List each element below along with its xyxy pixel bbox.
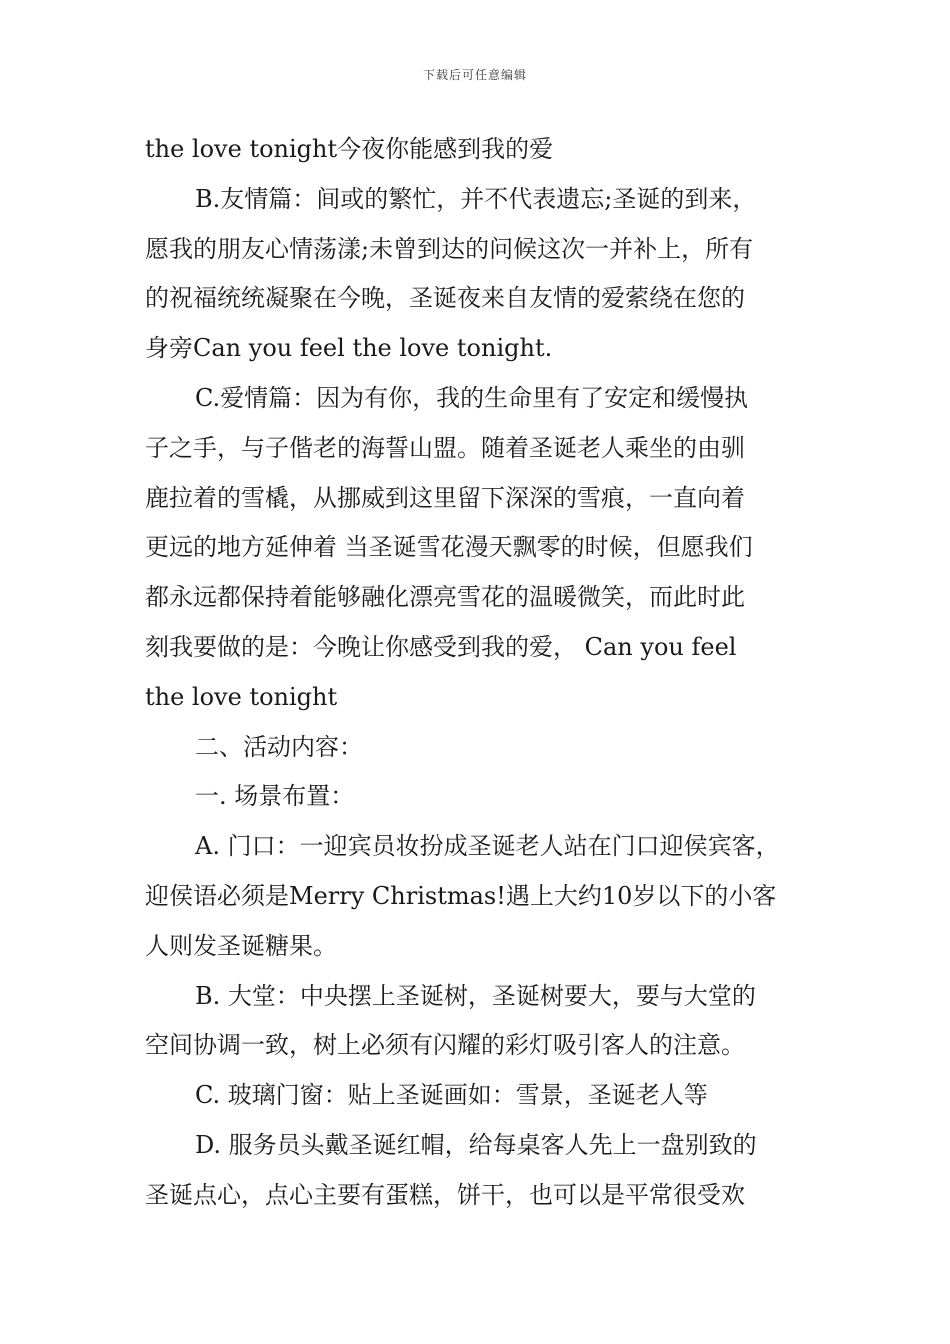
text-line: 刻我要做的是：今晚让你感受到我的爱， Can you feel — [145, 632, 737, 661]
text-line: 都永远都保持着能够融化漂亮雪花的温暖微笑，而此时此 — [145, 583, 745, 612]
text-line: 身旁Can you feel the love tonight. — [145, 334, 553, 363]
text-line: 鹿拉着的雪橇，从挪威到这里留下深深的雪痕，一直向着 — [145, 483, 745, 512]
page-header: 下载后可任意编辑 — [422, 68, 527, 82]
text-line: 的祝福统统凝聚在今晚，圣诞夜来自友情的爱萦绕在您的 — [145, 284, 745, 313]
text-line: 圣诞点心，点心主要有蛋糕，饼干，也可以是平常很受欢 — [145, 1180, 745, 1209]
text-line: B.友情篇：间或的繁忙，并不代表遗忘;圣诞的到来， — [195, 184, 757, 213]
subsection-heading: 一. 场景布置： — [195, 782, 355, 811]
document-body — [145, 125, 810, 1221]
text-line: 愿我的朋友心情荡漾;未曾到达的问候这次一并补上，所有 — [145, 234, 754, 263]
text-line: B. 大堂：中央摆上圣诞树，圣诞树要大，要与大堂的 — [195, 981, 756, 1010]
text-line: 子之手，与子偕老的海誓山盟。随着圣诞老人乘坐的由驯 — [145, 433, 745, 462]
text-line: the love tonight — [145, 682, 338, 711]
text-line: C. 玻璃门窗：贴上圣诞画如：雪景，圣诞老人等 — [195, 1081, 708, 1110]
text-line: 更远的地方延伸着 当圣诞雪花漫天飘零的时候，但愿我们 — [145, 533, 753, 562]
text-line: the love tonight今夜你能感到我的爱 — [145, 135, 554, 163]
text-line: C.爱情篇：因为有你，我的生命里有了安定和缓慢执 — [195, 383, 749, 412]
text-line: D. 服务员头戴圣诞红帽，给每桌客人先上一盘别致的 — [195, 1130, 757, 1159]
text-line: 空间协调一致，树上必须有闪耀的彩灯吸引客人的注意。 — [145, 1031, 745, 1060]
text-line: A. 门口：一迎宾员妆扮成圣诞老人站在门口迎侯宾客， — [195, 832, 780, 861]
text-line: 人则发圣诞糖果。 — [145, 931, 337, 960]
section-heading: 二、活动内容： — [195, 732, 363, 761]
text-line: 迎侯语必须是Merry Christmas!遇上大约10岁以下的小客 — [145, 881, 777, 910]
